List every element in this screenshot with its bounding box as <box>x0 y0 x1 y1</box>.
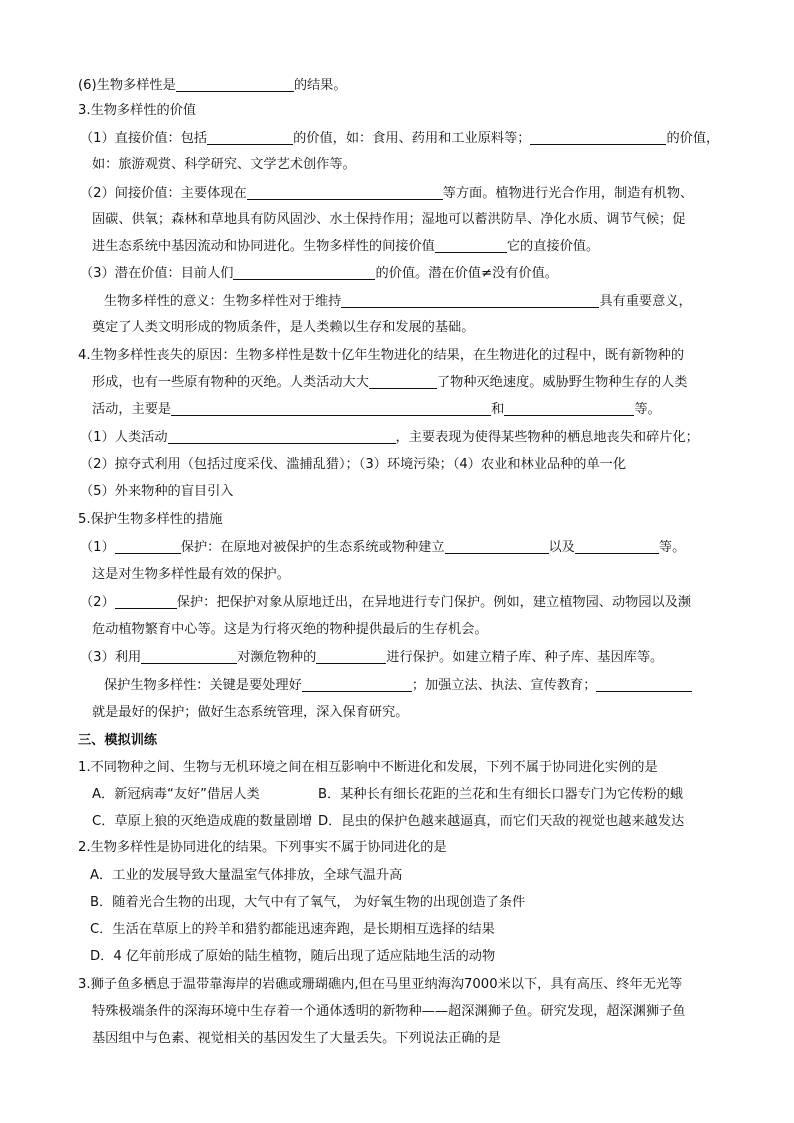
text: 三、模拟训练 <box>78 733 158 748</box>
text: 4.生物多样性丧失的原因：生物多样性是数十亿年生物进化的结果，在生物进化的过程中，既有新物种的 <box>78 348 685 363</box>
fill-blank[interactable] <box>168 429 396 444</box>
question-1-option-a[interactable] <box>92 785 260 805</box>
fill-blank[interactable] <box>302 677 412 692</box>
text: 保护：把保护对象从原地迁出，在异地进行专门保护。例如，建立植物园、动物园以及濒 <box>176 595 692 610</box>
text: 如：旅游观赏、科学研究、文学艺术创作等。 <box>92 157 356 172</box>
text: （1）直接价值：包括 <box>80 131 208 146</box>
fill-blank[interactable] <box>575 539 659 554</box>
question-2-option-d[interactable] <box>90 947 495 967</box>
fill-blank[interactable] <box>435 238 507 253</box>
line-ex-situ <box>80 593 691 613</box>
text: 奠定了人类文明形成的物质条件，是人类赖以生存和发展的基础。 <box>92 320 475 335</box>
text: 危动植物繁育中心等。这是为行将灭绝的物种提供最后的生存机会。 <box>92 622 488 637</box>
text: 1.不同物种之间、生物与无机环境之间在相互影响中不断进化和发展，下列不属于协同进化实例的是 <box>78 760 658 775</box>
line-potential-value <box>80 264 558 284</box>
line-loss-causes-cont2 <box>92 400 661 420</box>
line-loss-causes-cont1 <box>92 373 688 393</box>
question-3-stem-line1 <box>78 975 682 995</box>
text: C．草原上狼的灭绝造成鹿的数量剧增 <box>92 814 313 829</box>
line-significance-cont <box>92 318 474 338</box>
text: 3.生物多样性的价值 <box>78 103 197 118</box>
text: 特殊极端条件的深海环境中生存着一个通体透明的新物种——超深渊狮子鱼。研究发现，超深渊狮子鱼 <box>92 1004 686 1019</box>
fill-blank[interactable] <box>176 77 294 92</box>
question-1-option-b[interactable] <box>318 785 683 805</box>
text: 对濒危物种的 <box>237 650 317 665</box>
text: 就是最好的保护；做好生态系统管理，深入保育研究。 <box>92 705 409 720</box>
text: （2） <box>80 595 115 610</box>
text: 和 <box>491 402 505 417</box>
text: （3）利用 <box>80 650 142 665</box>
question-2-option-b[interactable] <box>90 893 525 913</box>
text: 活动，主要是 <box>92 402 172 417</box>
text: 3.狮子鱼多栖息于温带靠海岸的岩礁或珊瑚礁内,但在马里亚纳海沟7000米以下，具有高压、终年无光等 <box>78 977 683 992</box>
line-indirect-value-cont2 <box>92 237 599 257</box>
line-biotech-protection <box>80 648 663 668</box>
text: 生物多样性的意义：生物多样性对于维持 <box>104 294 342 309</box>
text: 保护生物多样性：关键是要处理好 <box>104 678 302 693</box>
line-ex-situ-cont <box>92 620 488 640</box>
heading-protection-measures <box>78 510 222 530</box>
fill-blank[interactable] <box>596 677 692 692</box>
line-in-situ-cont <box>92 565 290 585</box>
text: ，主要表现为使得某些物种的栖息地丧失和碎片化； <box>395 430 699 445</box>
fill-blank[interactable] <box>504 401 634 416</box>
text: C．生活在草原上的羚羊和猎豹都能迅速奔跑，是长期相互选择的结果 <box>90 922 495 937</box>
text: 的价值， <box>666 131 720 146</box>
line-human-activity <box>80 428 699 448</box>
text: 以及 <box>548 540 575 555</box>
line-direct-value <box>80 129 719 149</box>
text: A．新冠病毒“友好”借居人类 <box>92 787 260 802</box>
question-2-option-a[interactable] <box>90 866 402 886</box>
text: 等。 <box>658 540 686 555</box>
line-protection-key <box>104 676 692 696</box>
line-6-biodiversity-result <box>78 76 347 96</box>
question-1-stem <box>78 758 658 778</box>
text: （2）掠夺式利用（包括过度采伐、滥捕乱猎）；（3）环境污染；（4）农业和林业品种的单一化 <box>80 457 627 472</box>
line-exploitation <box>80 455 626 475</box>
fill-blank[interactable] <box>247 185 443 200</box>
text: （1）人类活动 <box>80 430 168 445</box>
text: D．4 亿年前形成了原始的陆生植物，随后出现了适应陆地生活的动物 <box>90 949 496 964</box>
text: （1） <box>80 540 115 555</box>
text: （5）外来物种的盲目引入 <box>80 484 234 499</box>
text: （3）潜在价值：目前人们 <box>80 266 234 281</box>
text: 固碳、供氧；森林和草地具有防风固沙、水土保持作用；湿地可以蓄洪防旱、净化水质、调节气候；促 <box>92 212 686 227</box>
fill-blank[interactable] <box>341 293 599 308</box>
fill-blank[interactable] <box>141 649 237 664</box>
text: 5.保护生物多样性的措施 <box>78 512 223 527</box>
question-2-stem <box>78 838 447 858</box>
text: 保护：在原地对被保护的生态系统或物种建立 <box>180 540 445 555</box>
text: 形成，也有一些原有物种的灭绝。人类活动大大 <box>92 375 369 390</box>
text: B．某种长有细长花距的兰花和生有细长口器专门为它传粉的蛾 <box>318 787 684 802</box>
text: 的价值，如：食用、药用和工业原料等； <box>293 131 531 146</box>
text: A．工业的发展导致大量温室气体排放，全球气温升高 <box>90 868 403 883</box>
text: （2）间接价值：主要体现在 <box>80 186 247 201</box>
text: 的价值。潜在价值≠没有价值。 <box>375 266 558 281</box>
text: 2.生物多样性是协同进化的结果。下列事实不属于协同进化的是 <box>78 840 447 855</box>
line-loss-causes <box>78 346 684 366</box>
text: 进生态系统中基因流动和协同进化。生物多样性的间接价值 <box>92 239 435 254</box>
line-indirect-value <box>80 184 693 204</box>
text: 具有重要意义， <box>599 294 692 309</box>
text: D．昆虫的保护色越来越逼真，而它们天敌的视觉也越来越发达 <box>318 814 685 829</box>
fill-blank[interactable] <box>233 265 375 280</box>
question-3-stem-line2 <box>92 1002 685 1022</box>
fill-blank[interactable] <box>115 594 177 609</box>
text: 它的直接价值。 <box>506 239 600 254</box>
text: ；加强立法、执法、宣传教育； <box>411 678 597 693</box>
text: (6)生物多样性是 <box>78 78 176 93</box>
fill-blank[interactable] <box>115 539 181 554</box>
heading-biodiversity-value <box>78 101 196 121</box>
fill-blank[interactable] <box>316 649 386 664</box>
line-in-situ <box>80 538 685 558</box>
text: 这是对生物多样性最有效的保护。 <box>92 567 290 582</box>
text: 了物种灭绝速度。威胁野生物种生存的人类 <box>436 375 688 390</box>
question-1-option-c[interactable] <box>92 812 312 832</box>
fill-blank[interactable] <box>207 130 293 145</box>
line-significance <box>104 292 692 312</box>
text: 等方面。植物进行光合作用，制造有机物、 <box>442 186 694 201</box>
line-indirect-value-cont1 <box>92 210 685 230</box>
question-2-option-c[interactable] <box>90 920 495 940</box>
text: 基因组中与色素、视觉相关的基因发生了大量丢失。下列说法正确的是 <box>92 1031 501 1046</box>
fill-blank[interactable] <box>171 401 491 416</box>
text: 进行保护。如建立精子库、种子库、基因库等。 <box>386 650 664 665</box>
line-direct-value-cont <box>92 155 356 175</box>
fill-blank[interactable] <box>530 130 666 145</box>
fill-blank[interactable] <box>445 539 549 554</box>
line-invasive-species <box>80 482 233 502</box>
question-3-stem-line3 <box>92 1029 501 1049</box>
line-protection-key-cont <box>92 703 409 723</box>
text: 的结果。 <box>293 78 347 93</box>
heading-practice <box>78 731 157 751</box>
text: 等。 <box>634 402 661 417</box>
question-1-option-d[interactable] <box>318 812 684 832</box>
fill-blank[interactable] <box>369 374 437 389</box>
text: B．随着光合生物的出现，大气中有了氧气， 为好氧生物的出现创造了条件 <box>90 895 526 910</box>
